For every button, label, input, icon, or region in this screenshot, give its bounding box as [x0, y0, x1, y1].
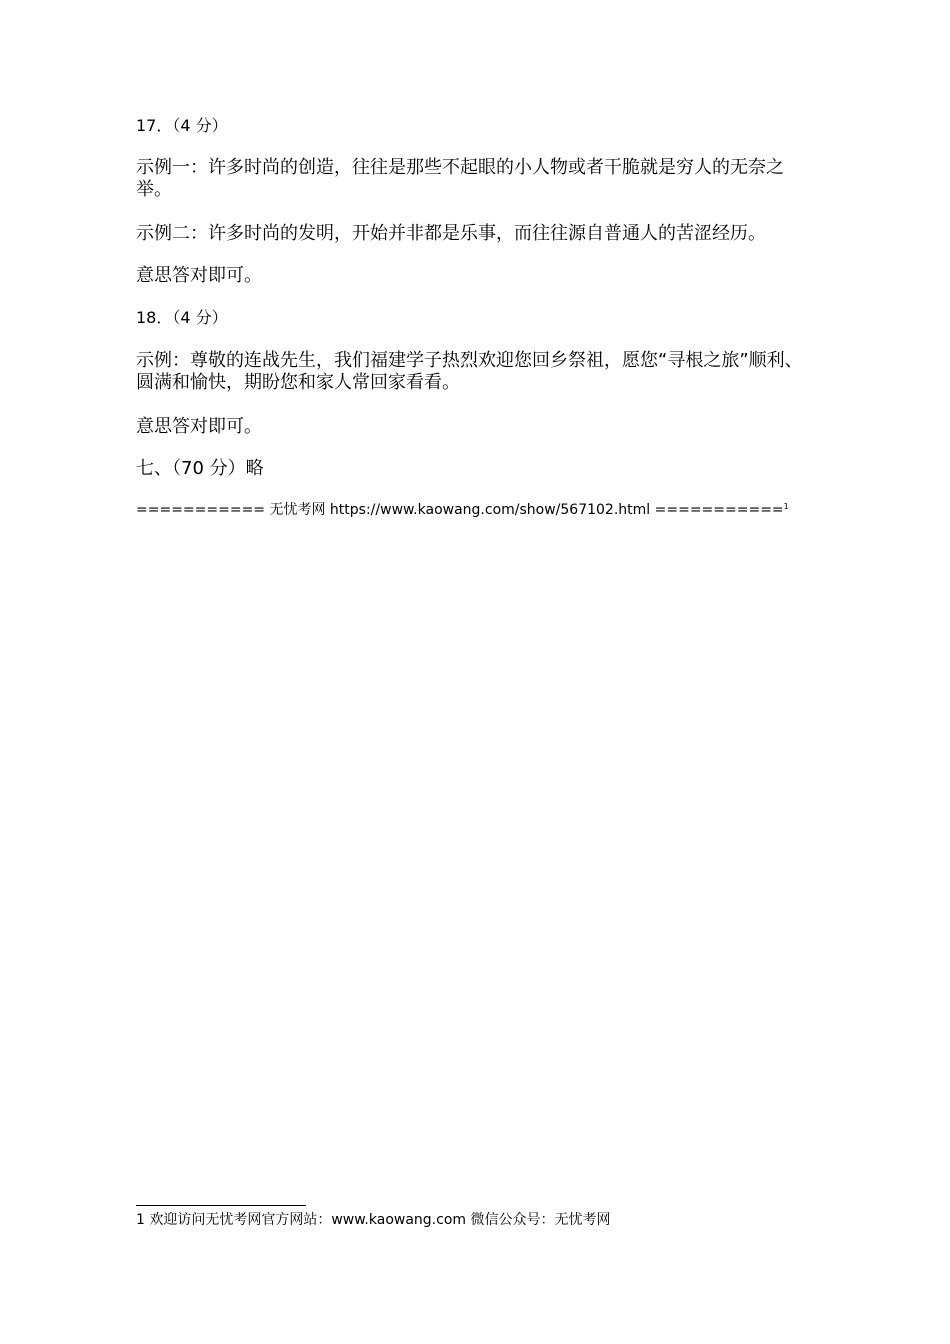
footnote: 1 欢迎访问无忧考网官方网站：www.kaowang.com 微信公众号：无忧考网: [136, 1212, 611, 1228]
source-separator-text: =========== 无忧考网 https://www.kaowang.com/show/567102.html ===========: [136, 502, 784, 518]
question-17-heading: 17．（4 分）: [136, 116, 228, 135]
question-18-note: 意思答对即可。: [136, 416, 262, 437]
question-18-heading: 18．（4 分）: [136, 308, 228, 327]
footnote-reference: 1: [783, 502, 789, 511]
question-18-example: 示例：尊敬的连战先生，我们福建学子热烈欢迎您回乡祭祖，愿您“寻根之旅”顺利、圆满和愉快，期盼您和家人常回家看看。: [136, 350, 803, 393]
section-7-heading: 七、（70 分）略: [136, 458, 264, 479]
source-separator: [136, 500, 836, 520]
question-17-note: 意思答对即可。: [136, 265, 262, 286]
question-17-example-1: 示例一：许多时尚的创造，往往是那些不起眼的小人物或者干脆就是穷人的无奈之举。: [136, 157, 784, 200]
footnote-divider: [136, 1205, 306, 1206]
question-17-example-2: 示例二：许多时尚的发明，开始并非都是乐事，而往往源自普通人的苦涩经历。: [136, 223, 766, 244]
